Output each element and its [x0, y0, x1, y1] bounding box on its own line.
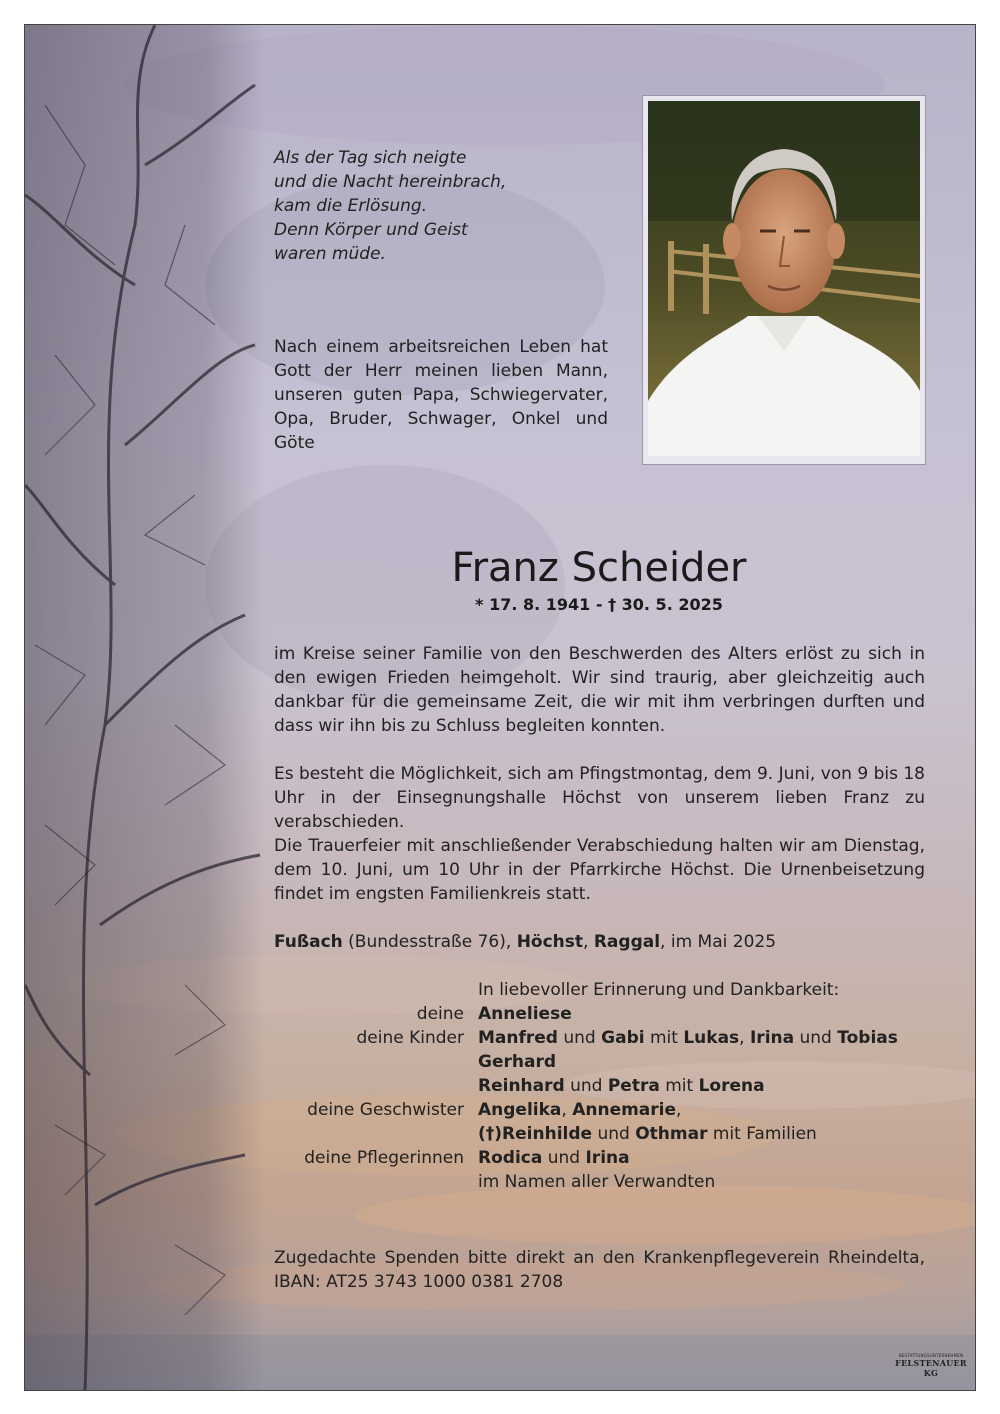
mourner-name: Lorena — [698, 1076, 765, 1096]
mourner-name: Othmar — [635, 1124, 708, 1144]
relation-label: deine Pflegerinnen — [304, 1148, 464, 1168]
mourner-name: Annemarie — [572, 1100, 677, 1120]
connector: und — [592, 1124, 636, 1144]
separator: , — [583, 932, 594, 952]
mourner-row — [274, 1122, 934, 1146]
tree-silhouette — [25, 25, 265, 1390]
donation-text: Zugedachte Spenden bitte direkt an den Krankenpflegeverein Rheindelta, IBAN: AT25 3743 1000 0381 2708 — [274, 1248, 925, 1292]
mourner-row — [274, 1098, 934, 1122]
mourner-name: Manfred — [478, 1028, 558, 1048]
logo-title: FELSTENAUER KG — [895, 1358, 967, 1378]
mourner-row — [274, 1074, 934, 1098]
poem-line: kam die Erlösung. — [274, 196, 428, 216]
address: (Bundesstraße 76), — [342, 932, 517, 952]
mourners-intro-row — [274, 978, 934, 1002]
poem-line: Denn Körper und Geist — [274, 220, 468, 240]
portrait-photo — [642, 95, 926, 465]
mourner-name: Anneliese — [478, 1004, 572, 1024]
life-dates: * 17. 8. 1941 - † 30. 5. 2025 — [475, 595, 723, 614]
connector: , — [676, 1100, 682, 1120]
paragraph-funeral: Die Trauerfeier mit anschließender Verabschiedung halten wir am Dienstag, dem 10. Juni, um 10 Uhr in der Pfarrkirche Höchst. Die Urnenbeisetzung findet im engsten Familienkreis statt. — [274, 836, 925, 904]
place-date: , im Mai 2025 — [660, 932, 777, 952]
relation-label: deine Kinder — [356, 1028, 464, 1048]
mourner-name: (†)Reinhilde — [478, 1124, 593, 1144]
mourners-list — [274, 978, 934, 1194]
relation-label: deine — [416, 1004, 464, 1024]
paragraph-main: im Kreise seiner Familie von den Beschwerden des Alters erlöst zu sich in den ewigen Frieden heimgeholt. Wir sind traurig, aber gleichzeitig auch dankbar für die gemeinsame Zeit, die wir mit ihm verbringen durften und dass wir ihn bis zu Schluss begleiten konnten. — [274, 644, 925, 736]
connector: , — [561, 1100, 573, 1120]
poem — [274, 146, 506, 266]
town-hoechst: Höchst — [516, 932, 584, 952]
mourner-name: Gerhard — [478, 1052, 556, 1072]
town-raggal: Raggal — [593, 932, 661, 952]
town-fussach: Fußach — [274, 932, 343, 952]
mourner-name: Tobias — [837, 1028, 898, 1048]
portrait-image — [648, 101, 920, 456]
mourner-name: Reinhard — [478, 1076, 565, 1096]
mourner-name: Petra — [607, 1076, 660, 1096]
poem-line: waren müde. — [274, 244, 386, 264]
connector: , — [739, 1028, 750, 1048]
mourner-row — [274, 1050, 934, 1074]
mourner-name: Gabi — [601, 1028, 645, 1048]
mourner-row — [274, 1026, 934, 1050]
connector: mit Familien — [707, 1124, 817, 1144]
paragraph-visitation: Es besteht die Möglichkeit, sich am Pfingstmontag, dem 9. Juni, von 9 bis 18 Uhr in der Einsegnungshalle Höchst von unserem lieben Franz zu verabschieden. — [274, 764, 925, 832]
connector: und — [564, 1076, 608, 1096]
relation-label: deine Geschwister — [307, 1100, 464, 1120]
connector: und — [794, 1028, 838, 1048]
logo-subtitle: BESTATTUNGSUNTERNEHMEN — [898, 1353, 964, 1358]
connector: mit — [644, 1028, 684, 1048]
mourner-name: Lukas — [683, 1028, 740, 1048]
funeral-home-logo — [893, 1353, 969, 1378]
mourner-row — [274, 1170, 934, 1194]
mourner-row — [274, 1002, 934, 1026]
mourner-name: Irina — [585, 1148, 630, 1168]
mourners-intro: In liebevoller Erinnerung und Dankbarkeit: — [478, 980, 840, 1000]
poem-line: Als der Tag sich neigte — [274, 148, 467, 168]
intro-text: Nach einem arbeitsreichen Leben hat Gott der Herr meinen lieben Mann, unseren guten Papa, Schwiegervater, Opa, Bruder, Schwager, Onkel und Göte — [274, 337, 608, 453]
poem-line: und die Nacht hereinbrach, — [274, 172, 507, 192]
mourner-name: Irina — [749, 1028, 795, 1048]
connector: und — [542, 1148, 586, 1168]
mourner-row — [274, 1146, 934, 1170]
connector: mit — [659, 1076, 699, 1096]
connector: und — [557, 1028, 602, 1048]
deceased-name: Franz Scheider — [451, 545, 747, 591]
mourner-name: Angelika — [478, 1100, 562, 1120]
relatives-line: im Namen aller Verwandten — [478, 1172, 716, 1192]
place-line — [274, 930, 925, 954]
mourner-name: Rodica — [478, 1148, 543, 1168]
